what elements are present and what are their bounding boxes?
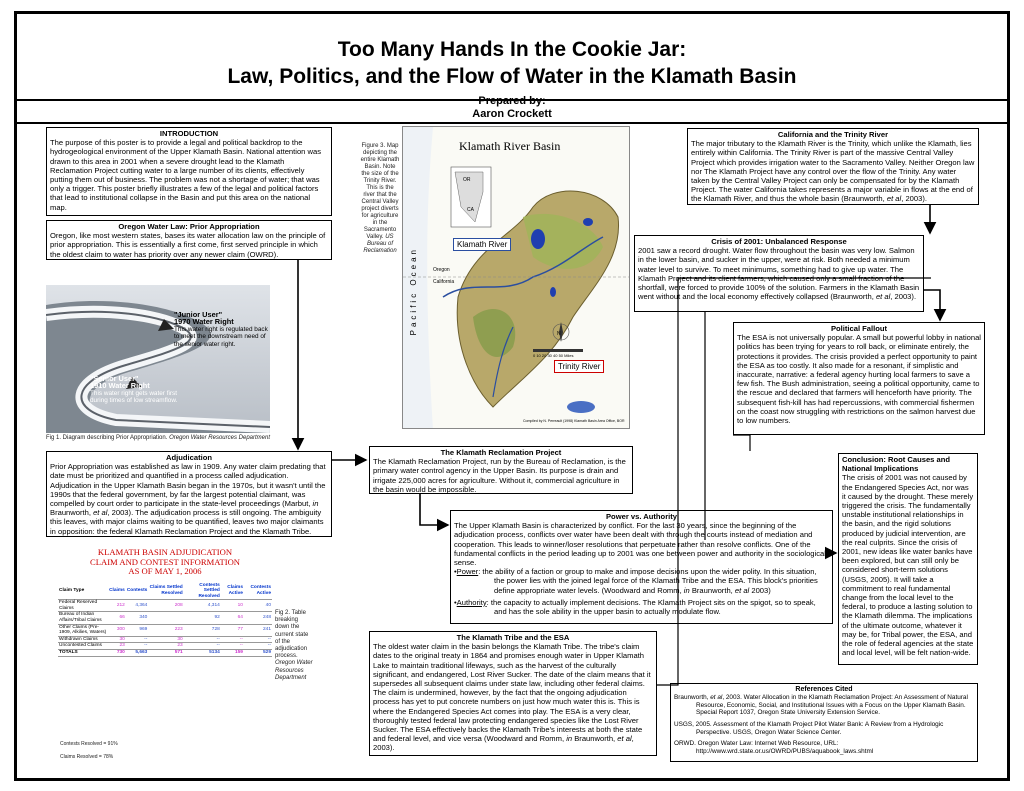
california-trinity-heading: California and the Trinity River: [777, 130, 889, 139]
conclusion-box: [838, 453, 978, 665]
table-row: [58, 612, 272, 624]
figure3-caption: Figure 3. Map depicting the entire Klamath Basin. Note the size of the Trinity River. This is the river that the Central Valley project diverts for agriculture in the Sacramento Valley. US Bureau of Reclamation: [360, 143, 400, 254]
table-cell: [148, 612, 183, 624]
california-trinity-body: The major tributary to the Klamath River is the Trinity, which unlike the Klamath, lies entirely within California. The Trinity River is part of the massive Central Valley Project which provides irrigation water to the Sacramento Valley. Neither Oregon law nor The Klamath Project have any control over the flow of the Trinity. Any water taken by the Central Valley Project can only be compensated for by the Klamath Project. The water California takes represents a major variable in flows at the end of the Klamath River, and thus the whole basin (Braunworth, et al, 2003).: [691, 139, 975, 204]
table-cell: 529: [244, 650, 272, 657]
table-cell: 571: [148, 650, 183, 657]
table-header-cell: Contests: [126, 583, 149, 600]
introduction-box: [46, 127, 332, 216]
adjudication-box: [46, 451, 332, 537]
table-header-cell: Claims: [108, 583, 126, 600]
poster-title-line2: Law, Politics, and the Flow of Water in the Klamath Basin: [227, 65, 797, 88]
prepared-label: Prepared by:: [478, 95, 546, 107]
power-authority-box: [450, 510, 833, 624]
map-credit: Compiled by N. Perreault (1998) Klamath Basin Area Office, BOR: [523, 419, 625, 423]
reference-usgs: USGS, 2005. Assessment of the Klamath Project Pilot Water Bank: A Review from a Hydrologic Perspective. USGS, Oregon Water Science Center.: [674, 720, 944, 736]
table-cell: 208: [148, 600, 183, 612]
table-cell: 4,314: [184, 600, 221, 612]
table-cell: TOTALS: [58, 650, 108, 657]
table-cell: 300: [108, 624, 126, 636]
figure1-caption-text: Fig 1. Diagram describing Prior Appropriation.: [46, 435, 168, 441]
klamath-basin-map: [402, 126, 630, 429]
map-ca-label: CA: [467, 207, 474, 213]
table-cell: Withdrawn Claims: [58, 636, 108, 643]
table-cell: --: [244, 643, 272, 650]
table-cell: --: [126, 636, 149, 643]
contests-resolved: Contests Resolved = 91%: [60, 741, 118, 747]
oregon-law-body: Oregon, like most western states, bases its water allocation law on the principle of prior appropriation. This is essentially a first come, first served principle in which the oldest claim to water has priority over any newer claim (OWRD).: [50, 231, 326, 259]
oregon-law-heading: Oregon Water Law: Prior Appropriation: [118, 222, 260, 231]
table-header-row: [58, 583, 272, 600]
tribe-esa-heading: The Klamath Tribe and the ESA: [456, 633, 570, 642]
map-compass: N: [557, 331, 561, 337]
table-row: [58, 650, 272, 657]
prepared-by: [0, 95, 1024, 121]
table-cell: 5134: [184, 650, 221, 657]
table-title-line1: KLAMATH BASIN ADJUDICATION: [97, 547, 233, 557]
junior-user-text: This water right is regulated back to meet the downstream need of the senior water right.: [174, 325, 268, 348]
political-fallout-box: [733, 322, 985, 435]
junior-user-title: "Junior User": [174, 310, 223, 319]
table-cell: 4,364: [126, 600, 149, 612]
table-cell: Other Claims (Pre-1909, Alkilies, Waters): [59, 624, 107, 636]
table-cell: 5,663: [126, 650, 149, 657]
map-oregon-label: Oregon: [433, 267, 450, 273]
table-row: [58, 600, 272, 612]
table-cell: 730: [108, 650, 126, 657]
adjudication-table: [58, 548, 272, 716]
table-cell: --: [126, 643, 149, 650]
introduction-heading: INTRODUCTION: [159, 129, 219, 138]
table-cell: --: [221, 643, 244, 650]
table-title-line2: CLAIM AND CONTEST INFORMATION: [90, 556, 240, 567]
senior-user-callout: [90, 375, 184, 405]
table-cell: 30: [148, 636, 183, 643]
table-cell: 77: [221, 624, 244, 636]
power-authority-body: The Upper Klamath Basin is characterized by conflict. For the last 30 years, since the beginning of the adjudication process, conflicts over water have been dealt with through the courts instead of mediation and cooperation. This leads to winner/loser resolutions that perpetuate rather than resolve conflicts. One of the fundamental conflicts in the period leading up to 2001 was one between power and authority in the sociological sense.: [454, 521, 826, 568]
author-name: Aaron Crockett: [472, 108, 552, 120]
political-fallout-heading: Political Fallout: [830, 324, 888, 333]
table-header-cell: Contests Active: [244, 583, 272, 600]
table-cell: Bureau of Indian Affairs/Tribal Claims: [58, 612, 108, 624]
table-cell: Uncontested Claims: [58, 643, 108, 650]
table-cell: Federal Reserved Claims: [58, 600, 108, 612]
authority-definition: •Authority: the capacity to actually implement decisions. The Klamath Project sits on the spigot, so to speak, and has the sole ability in the upper basin to actually modulate flow.: [454, 597, 816, 617]
table-header-cell: Contests Settled Resolved: [184, 583, 221, 600]
senior-user-year: 1910 Water Right: [90, 381, 150, 391]
table-cell: 64: [221, 612, 244, 624]
crisis-body: 2001 saw a record drought. Water flow throughout the basin was very low. Salmon in the lower basin, and sucker in the upper, were at risk. Both needed a minimum water level to survive. To meet minimums, something had to give up water. The Klamath Project and its client farmers, which caused only a small fraction of the shortfall, were forced to provide 100% of the solution. Farmers in the Klamath Basin went without and the local economy effectively collapsed (Braunworth, et al, 2003).: [638, 246, 920, 302]
claims-table: [58, 583, 272, 657]
introduction-body: The purpose of this poster is to provide a legal and political backdrop to the hydrogeological environment of the Upper Klamath Basin. National attention was drawn to this area in 2001 when a severe drought lead to the Klamath Reclamation Project cutting water to a large number of its clients, effectively putting them out of business. The problem was not a shortage of water; that was only a trigger. This poster briefly illustrates a few of the legal and political factors that lead to institutional collapse in the Basin and put this area on the national map.: [50, 138, 322, 212]
power-definition: •Power: the ability of a faction or group to make and impose decisions upon the wider polity. In this situation, the power lies with the joined legal force of the Klamath Tribe and the ESA. This block's priorities define appropriate water levels. (Woodward and Romm, in Braunworth, et al 2003): [454, 567, 818, 595]
prior-appropriation-diagram: [46, 285, 270, 433]
figure2-caption: Fig 2. Table breaking down the current state of the adjudication process. Oregon Water Resources Department: [275, 610, 313, 681]
adjudication-body: Prior Appropriation was established as law in 1909. Any water claim predating that date must be prioritized and quantified in a process called adjudication. Adjudication in the Upper Klamath Basin began in the 1970s, but it wasn't until the 1990s that the federal government, by far the largest potential claimant, was compelled by court order to participate in the state-level proceedings (Marbut, in Braunworth, et al, 2003). The adjudication process is still ongoing. The ambiguity this leaves, with major claims waiting to be quantified, leaves two major claimants in opposition: the federal Klamath Reclamation Project and the Klamath Tribe.: [50, 462, 326, 536]
table-cell: 92: [184, 612, 221, 624]
table-cell: --: [244, 636, 272, 643]
river-illustration: [46, 285, 270, 433]
klamath-project-box: [369, 446, 633, 494]
adjudication-heading: Adjudication: [166, 453, 212, 462]
poster-title-line1: Too Many Hands In the Cookie Jar:: [337, 38, 687, 61]
claims-resolved: Claims Resolved = 78%: [60, 754, 114, 760]
conclusion-body: The crisis of 2001 was not caused by the Endangered Species Act, nor was it caused by the drought. These merely triggered the crisis. The fundamentally unstable institutional relationships in the basin, and the rigid solutions produced by judicial intervention, are the real culprits. Since the crisis of 2001, new ideas like water banks have been explored, but can still only be considered short-term solutions (USGS, 2005). It will take a commitment to real fundamental change from the local level to the federal, to produce a lasting solution to the Klamath dilemma. The implications of the ultimate outcome, whatever it may be, for Tribal power, the ESA, and the role of federal agencies at the state and local level, will be felt nation-wide.: [842, 473, 974, 658]
tribe-esa-box: [369, 631, 657, 756]
table-row: [58, 636, 272, 643]
klamath-project-heading: The Klamath Reclamation Project: [440, 448, 562, 457]
table-cell: 10: [221, 600, 244, 612]
reference-orwd: ORWD. Oregon Water Law: Internet Web Resource, URL: http://www.wrd.state.or.us/OWRD/PUBS/aquabook_laws.shtml: [674, 740, 874, 755]
table-cell: --: [184, 636, 221, 643]
table-row: [58, 624, 272, 636]
table-cell: 969: [126, 624, 149, 636]
map-california-label: California: [433, 279, 455, 285]
references-heading: References Cited: [795, 686, 853, 693]
table-cell: 159: [221, 650, 244, 657]
conclusion-heading-line1: Conclusion: Root Causes and: [842, 455, 951, 464]
california-trinity-box: [687, 128, 979, 205]
table-cell: 241: [244, 624, 272, 636]
basin-map-graphic: [403, 127, 630, 429]
klamath-project-body: The Klamath Reclamation Project, run by the Bureau of Reclamation, is the primary water control agency in the Upper Basin. Its purpose is drain and irrigate 225,000 acres for agriculture. Without it, commercial agriculture in the basin would be impossible.: [373, 457, 626, 494]
table-cell: --: [221, 636, 244, 643]
reference-braunworth: Braunworth, et al, 2003. Water Allocation in the Klamath Reclamation Project: An Assessment of Natural Resource, Economic, Social, and Institutional Issues with a Focus on the Upper Klamath Basin. Special Report 1037, Oregon State University Extension Service.: [674, 694, 968, 717]
klamath-river-tag: Klamath River: [453, 238, 511, 251]
table-cell: 728: [184, 624, 221, 636]
table-cell: 40: [244, 600, 272, 612]
table-cell: 30: [108, 636, 126, 643]
political-fallout-body: The ESA is not universally popular. A small but powerful lobby in national politics has been trying for years to roll back, or eliminate entirely, the protections it provides. The crisis provided a perfect opportunity to paint the ESA as too costly. It also made for a resonant, if simplistic and inaccurate, narrative: a federal agency hurting local farmers to save a few fish. The Bush administration, seeing a political opportunity, came to the rescue and declared that farmers will henceforth have priority. The subsequent fish-kill has had repercussions, with commercial fishermen on the coast now struggling with restrictions on the salmon harvest due to low numbers.: [737, 333, 981, 426]
power-authority-heading: Power vs. Authority: [605, 512, 678, 521]
map-or-label: OR: [463, 177, 471, 183]
map-ocean-label: Pacific Ocean: [409, 247, 418, 336]
tribe-esa-body: The oldest water claim in the basin belongs the Klamath Tribe. The tribe's claim dates to the original treaty in 1864 and promises enough water in Upper Klamath Lake to maintain traditional lifeways, such as the harvest of the culturally significant, and endangered, Lost River Sucker. The date of the claim means that it supersedes all subsequent claims under state law, including other federal claims. The claim is undermined, however, by the fact that the ongoing adjudication process has yet to put concrete numbers on just how much water this is. This is where the Endangered Species Act comes into play. The ESA is a very clear, thoroughly tested federal law protecting endangered species like the Lost River Sucker. The ESA effectively backs the Klamath Tribe's interests at both the state and federal level, and vice versa (Woodward and Romm, in Braunworth, et al, 2003).: [373, 642, 651, 753]
junior-user-year: 1970 Water Right: [174, 317, 234, 327]
header-divider: [14, 122, 1010, 124]
table-header-cell: Claim Type: [58, 583, 108, 600]
table-cell: 66: [108, 612, 126, 624]
table-cell: 248: [244, 612, 272, 624]
senior-user-text: This water right gets water first during times of low streamflow.: [90, 389, 178, 405]
table-title-line3: AS OF MAY 1, 2006: [128, 566, 202, 576]
trinity-river-tag: Trinity River: [554, 360, 604, 373]
map-title: Klamath River Basin: [459, 139, 561, 153]
table-cell: 340: [126, 612, 149, 624]
senior-user-title: "Senior User": [90, 374, 139, 383]
table-cell: 212: [108, 600, 126, 612]
figure1-caption-source: Oregon Water Resources Department: [169, 435, 270, 441]
crisis-box: [634, 235, 924, 312]
oregon-law-box: [46, 220, 332, 260]
table-cell: 23: [108, 643, 126, 650]
table-row: [58, 643, 272, 650]
title-bar: [14, 11, 1010, 101]
crisis-heading: Crisis of 2001: Unbalanced Response: [711, 237, 847, 246]
table-header-cell: Claims Active: [221, 583, 244, 600]
figure1-caption: [46, 435, 306, 442]
table-header-cell: Claims Settled Resolved: [148, 583, 183, 600]
table-cell: 23: [148, 643, 183, 650]
junior-user-callout: [174, 311, 268, 348]
table-cell: 223: [148, 624, 183, 636]
conclusion-heading-line2: National Implications: [842, 464, 919, 474]
references-box: [670, 683, 978, 762]
map-scale: 0 10 20 30 40 50 Miles: [533, 353, 574, 358]
table-cell: --: [184, 643, 221, 650]
